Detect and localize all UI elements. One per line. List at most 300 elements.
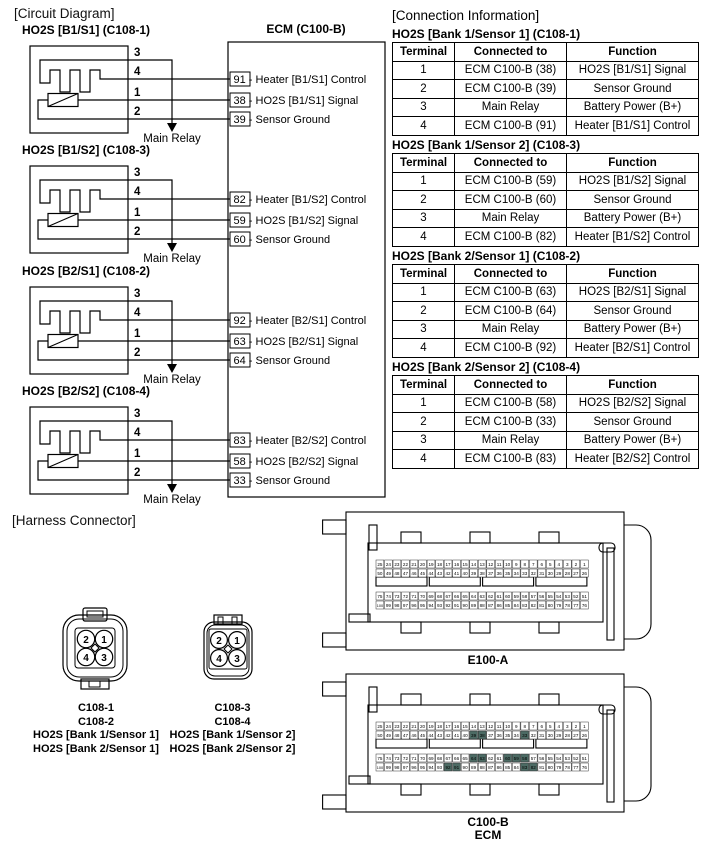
table-row <box>393 209 699 228</box>
table-cell: ECM C100-B (58) <box>455 394 567 413</box>
tab-bump <box>401 694 421 705</box>
pin-number: 84 <box>513 603 519 609</box>
pin-number: 78 <box>564 603 570 609</box>
pin-number: 46 <box>411 571 417 577</box>
pin-digit: 1 <box>234 636 240 647</box>
pin-number: 17 <box>445 562 451 568</box>
table-cell: 2 <box>393 413 455 432</box>
pin-2-label: 2 <box>134 226 141 238</box>
pin-number: 85 <box>505 603 511 609</box>
pin-number: 16 <box>454 724 460 730</box>
pin-number: 53 <box>564 594 570 600</box>
pin-number: 52 <box>573 756 579 762</box>
sensor-box <box>30 166 128 253</box>
pin-number: 15 <box>462 724 468 730</box>
circuit-group-1 <box>22 23 366 145</box>
pin-number: 76 <box>581 765 587 771</box>
pin-number: 39 <box>471 733 477 739</box>
latch-bar <box>349 776 370 784</box>
table-row <box>393 228 699 247</box>
connection-table-block <box>392 248 698 359</box>
pin-number: 80 <box>547 765 553 771</box>
pin-number: 20 <box>419 724 426 730</box>
pin-number: 58 <box>522 756 528 762</box>
pin-number: 65 <box>462 594 468 600</box>
tab-bump <box>470 784 490 795</box>
pin-digit: 2 <box>216 636 222 647</box>
pin-4-label: 4 <box>134 186 141 198</box>
pin-number: 100 <box>376 604 384 609</box>
pin-number: 96 <box>411 765 417 771</box>
pin-number: 54 <box>556 756 562 762</box>
pin-number: 99 <box>385 603 391 609</box>
pin-field <box>368 705 603 784</box>
pin-number: 47 <box>402 733 409 739</box>
pin-digit: 1 <box>101 635 107 646</box>
pin-number: 62 <box>488 756 494 762</box>
connection-table-block <box>392 137 698 248</box>
pin-digit: 3 <box>101 653 107 664</box>
table-row <box>393 98 699 117</box>
connector-label: HO2S [Bank 2/Sensor 1] <box>33 742 159 755</box>
pin-number: 36 <box>496 733 502 739</box>
key-slot <box>429 577 480 586</box>
column-header: Terminal <box>393 376 455 395</box>
table-cell: Sensor Ground <box>567 413 699 432</box>
pin-number: 81 <box>539 603 545 609</box>
pin-number: 31 <box>539 571 545 577</box>
pin-number: 59 <box>513 594 519 600</box>
pin-number: 92 <box>445 765 451 771</box>
pin-number: 88 <box>479 765 485 771</box>
pin-number: 98 <box>394 765 400 771</box>
table-cell: ECM C100-B (60) <box>455 191 567 210</box>
ecm-box <box>228 42 385 497</box>
ecm-connector-name: E100-A <box>467 653 509 667</box>
circuit-group-3 <box>22 264 366 386</box>
table-cell: Heater [B1/S1] Control <box>567 117 699 136</box>
pin-number: 52 <box>573 594 579 600</box>
pin-number: 95 <box>419 603 426 609</box>
column-header: Connected to <box>455 265 567 284</box>
pin-number: 86 <box>496 765 502 771</box>
pin-number: 29 <box>556 733 562 739</box>
tab-bump <box>470 532 490 543</box>
pin-number: 47 <box>402 571 409 577</box>
table-cell: 3 <box>393 320 455 339</box>
pin-number: 32 <box>530 571 536 577</box>
pin-number: 11 <box>496 724 502 730</box>
table-row <box>393 413 699 432</box>
pin-number: 90 <box>462 765 468 771</box>
tab-bump <box>401 622 421 633</box>
pin-number: 93 <box>436 603 443 609</box>
pin-number: 79 <box>556 765 562 771</box>
connection-info-section <box>392 8 698 470</box>
ecm-pin-label: 33 - Sensor Ground <box>233 475 331 487</box>
pin-number: 50 <box>377 733 383 739</box>
pin-number: 94 <box>428 603 434 609</box>
pin-3-label: 3 <box>134 408 141 420</box>
tab-bump <box>470 622 490 633</box>
left-stub <box>323 520 346 534</box>
table-cell: Battery Power (B+) <box>567 209 699 228</box>
pin-number: 77 <box>573 603 579 609</box>
table-cell: ECM C100-B (38) <box>455 61 567 80</box>
table-cell: ECM C100-B (92) <box>455 339 567 358</box>
key-slot <box>483 577 534 586</box>
table-cell: 1 <box>393 172 455 191</box>
ecm-pin-label: 82 - Heater [B1/S2] Control <box>233 194 367 206</box>
pin-number: 37 <box>488 571 494 577</box>
table-cell: HO2S [B2/S1] Signal <box>567 283 699 302</box>
table-cell: ECM C100-B (63) <box>455 283 567 302</box>
pin-2-label: 2 <box>134 106 141 118</box>
ecm-pin-label: 63 - HO2S [B2/S1] Signal <box>233 336 359 348</box>
pin-number: 45 <box>419 571 426 577</box>
pin-number: 11 <box>496 562 502 568</box>
pin-number: 19 <box>428 724 434 730</box>
latch-bar <box>607 710 614 802</box>
pin-number: 54 <box>556 594 562 600</box>
pin-3-label: 3 <box>134 47 141 59</box>
connection-table-title: HO2S [Bank 1/Sensor 2] (C108-3) <box>392 138 581 152</box>
pin-number: 71 <box>411 594 417 600</box>
pin-number: 25 <box>377 724 383 730</box>
pin-number: 84 <box>513 765 519 771</box>
ecm-pin-label: 83 - Heater [B2/S2] Control <box>233 435 367 447</box>
pin-number: 14 <box>471 724 477 730</box>
table-cell: 2 <box>393 302 455 321</box>
pin-2-label: 2 <box>134 347 141 359</box>
pin-number: 1 <box>583 562 586 568</box>
pin-number: 3 <box>566 562 569 568</box>
pin-number: 82 <box>530 765 536 771</box>
key-slot <box>376 577 427 586</box>
ecm-pin-label: 59 - HO2S [B1/S2] Signal <box>233 215 359 227</box>
table-cell: HO2S [B1/S1] Signal <box>567 61 699 80</box>
pin-number: 64 <box>471 594 477 600</box>
table-row <box>393 394 699 413</box>
table-row <box>393 431 699 450</box>
pin-number: 69 <box>428 594 434 600</box>
table-row <box>393 339 699 358</box>
pin-number: 30 <box>547 571 553 577</box>
ecm-pin-label: 39 - Sensor Ground <box>233 114 331 126</box>
latch-bar <box>607 548 614 640</box>
pin-number: 33 <box>522 571 528 577</box>
pin-number: 61 <box>496 756 502 762</box>
pin-number: 14 <box>471 562 477 568</box>
pin-number: 73 <box>394 756 400 762</box>
ecm-connector-drawing-c100-b <box>322 672 654 814</box>
pin-number: 28 <box>564 733 570 739</box>
table-row <box>393 283 699 302</box>
ecm-connector-drawing-e100-a <box>322 510 654 652</box>
pin-number: 97 <box>402 765 409 771</box>
pin-number: 96 <box>411 603 417 609</box>
pin-number: 34 <box>513 571 519 577</box>
tab-bump <box>401 784 421 795</box>
circuit-diagram <box>0 0 430 510</box>
pin-4-label: 4 <box>134 307 141 319</box>
pin-number: 12 <box>488 724 494 730</box>
connector-face-c108-1-2 <box>61 607 129 691</box>
pin-number: 89 <box>471 765 477 771</box>
pin-number: 16 <box>454 562 460 568</box>
pin-number: 44 <box>428 733 434 739</box>
pin-3-label: 3 <box>134 288 141 300</box>
pin-number: 81 <box>539 765 545 771</box>
pin-number: 39 <box>471 571 477 577</box>
column-header: Connected to <box>455 376 567 395</box>
sensing-element-slash <box>48 94 78 107</box>
pin-number: 15 <box>462 562 468 568</box>
table-row <box>393 61 699 80</box>
pin-number: 4 <box>557 724 561 730</box>
pin-number: 6 <box>540 724 544 730</box>
pin-number: 59 <box>513 756 519 762</box>
pin-number: 92 <box>445 603 451 609</box>
pin-number: 71 <box>411 756 417 762</box>
pin-number: 6 <box>540 562 544 568</box>
table-cell: HO2S [B1/S2] Signal <box>567 172 699 191</box>
pin-4-label: 4 <box>134 66 141 78</box>
pin-number: 65 <box>462 756 468 762</box>
table-row <box>393 450 699 469</box>
pin-number: 2 <box>574 562 578 568</box>
key-slot <box>429 739 480 748</box>
pin-number: 63 <box>479 756 485 762</box>
pin-number: 50 <box>377 571 383 577</box>
table-cell: Heater [B2/S2] Control <box>567 450 699 469</box>
pin-number: 27 <box>573 571 579 577</box>
pin-number: 49 <box>385 571 391 577</box>
column-header: Function <box>567 265 699 284</box>
table-cell: ECM C100-B (39) <box>455 80 567 99</box>
ecm-connector-name-block <box>322 816 654 842</box>
sensing-element-slash <box>48 455 78 468</box>
table-cell: 4 <box>393 339 455 358</box>
table-header-row <box>393 154 699 173</box>
table-cell: 1 <box>393 61 455 80</box>
pin-number: 32 <box>530 733 536 739</box>
table-row <box>393 320 699 339</box>
pin-digit: 4 <box>216 654 222 665</box>
pin-number: 44 <box>428 571 434 577</box>
connector-face-c108-3-4 <box>202 613 254 681</box>
table-cell: 3 <box>393 98 455 117</box>
pin-number: 79 <box>556 603 562 609</box>
pin-number: 94 <box>428 765 434 771</box>
pin-number: 67 <box>445 756 451 762</box>
column-header: Function <box>567 376 699 395</box>
pin-number: 22 <box>402 724 409 730</box>
pin-number: 43 <box>436 571 443 577</box>
pin-number: 21 <box>411 562 417 568</box>
key-slot <box>483 739 534 748</box>
connector-body <box>346 512 624 650</box>
pin-number: 28 <box>564 571 570 577</box>
pin-number: 41 <box>454 571 460 577</box>
connection-table-block <box>392 26 698 137</box>
ecm-connector-name: C100-B <box>467 815 509 829</box>
sensor-box <box>30 46 128 133</box>
pin-number: 13 <box>479 562 485 568</box>
pin-number: 61 <box>496 594 502 600</box>
main-relay-label: Main Relay <box>143 253 201 265</box>
pin-number: 41 <box>454 733 460 739</box>
pin-number: 80 <box>547 603 553 609</box>
pin-number: 38 <box>479 571 485 577</box>
pin-number: 69 <box>428 756 434 762</box>
pin-number: 17 <box>445 724 451 730</box>
connector-label: C108-2 <box>77 715 115 728</box>
pin-1-label: 1 <box>134 328 141 340</box>
column-header: Function <box>567 154 699 173</box>
table-cell: ECM C100-B (64) <box>455 302 567 321</box>
main-relay-label: Main Relay <box>143 494 201 506</box>
left-stub <box>323 682 346 696</box>
pin-number: 42 <box>445 733 451 739</box>
column-header: Terminal <box>393 43 455 62</box>
column-header: Connected to <box>455 43 567 62</box>
pin-number: 82 <box>530 603 536 609</box>
ecm-title: ECM (C100-B) <box>266 22 346 36</box>
pin-number: 89 <box>471 603 477 609</box>
connector-label: HO2S [Bank 1/Sensor 1] <box>33 729 159 741</box>
column-header: Connected to <box>455 154 567 173</box>
pin-number: 68 <box>436 756 443 762</box>
pin-number: 25 <box>377 562 383 568</box>
pin-number: 27 <box>573 733 579 739</box>
column-header: Terminal <box>393 154 455 173</box>
connection-table-title: HO2S [Bank 1/Sensor 1] (C108-1) <box>392 27 581 41</box>
relay-arrow-icon <box>167 243 177 252</box>
connection-table <box>392 264 699 358</box>
sensor-title: HO2S [B1/S2] (C108-3) <box>22 143 151 157</box>
tab-bump <box>539 694 559 705</box>
table-cell: Battery Power (B+) <box>567 320 699 339</box>
relay-arrow-icon <box>167 123 177 132</box>
ecm-pin-label: 58 - HO2S [B2/S2] Signal <box>233 456 359 468</box>
pin-number: 35 <box>505 571 511 577</box>
main-relay-label: Main Relay <box>143 374 201 386</box>
pin-number: 9 <box>514 724 518 730</box>
tab-bump <box>401 532 421 543</box>
pin-number: 83 <box>522 603 528 609</box>
connector-label: C108-3 <box>214 702 251 714</box>
connection-table-block <box>392 359 698 470</box>
latch-bar <box>369 525 377 550</box>
pin-digit: 2 <box>83 635 89 646</box>
pin-number: 35 <box>505 733 511 739</box>
pin-number: 5 <box>549 562 552 568</box>
pin-number: 74 <box>385 594 391 600</box>
table-cell: Main Relay <box>455 431 567 450</box>
pin-number: 68 <box>436 594 443 600</box>
latch-bar <box>369 687 377 712</box>
pin-number: 88 <box>479 603 485 609</box>
pin-number: 3 <box>566 724 569 730</box>
pin-field <box>368 543 603 622</box>
ecm-connector-sublabel: ECM <box>474 828 502 842</box>
connector-label: C108-4 <box>214 715 251 728</box>
harness-connector-section-title: [Harness Connector] <box>12 513 136 528</box>
ecm-pin-label: 38 - HO2S [B1/S1] Signal <box>233 95 359 107</box>
pin-number: 72 <box>402 594 409 600</box>
pin-number: 56 <box>539 594 545 600</box>
ecm-pin-label: 64 - Sensor Ground <box>233 355 331 367</box>
left-stub <box>323 795 346 809</box>
circuit-group-4 <box>22 384 366 506</box>
table-cell: ECM C100-B (82) <box>455 228 567 247</box>
pin-number: 33 <box>522 733 528 739</box>
table-cell: Sensor Ground <box>567 80 699 99</box>
table-cell: 1 <box>393 394 455 413</box>
table-header-row <box>393 43 699 62</box>
pin-number: 34 <box>513 733 519 739</box>
pin-number: 73 <box>394 594 400 600</box>
pin-number: 5 <box>549 724 552 730</box>
key-slot <box>376 739 427 748</box>
pin-number: 40 <box>462 733 468 739</box>
pin-number: 24 <box>385 562 391 568</box>
table-header-row <box>393 376 699 395</box>
connector-labels-c108-3-4 <box>160 702 305 756</box>
pin-number: 66 <box>454 594 460 600</box>
table-cell: 2 <box>393 191 455 210</box>
pin-number: 23 <box>394 724 400 730</box>
pin-number: 83 <box>522 765 528 771</box>
pin-number: 57 <box>530 756 536 762</box>
pin-number: 55 <box>547 594 553 600</box>
pin-number: 75 <box>377 594 383 600</box>
main-relay-label: Main Relay <box>143 133 201 145</box>
table-cell: ECM C100-B (33) <box>455 413 567 432</box>
table-cell: ECM C100-B (83) <box>455 450 567 469</box>
pin-number: 10 <box>505 724 511 730</box>
circuit-diagram-section-title: [Circuit Diagram] <box>14 6 115 21</box>
pin-number: 56 <box>539 756 545 762</box>
pin-number: 2 <box>574 724 578 730</box>
connection-table <box>392 42 699 136</box>
pin-digit: 4 <box>83 653 89 664</box>
table-cell: Sensor Ground <box>567 191 699 210</box>
pin-4-label: 4 <box>134 427 141 439</box>
table-cell: Heater [B2/S1] Control <box>567 339 699 358</box>
left-stub <box>323 633 346 647</box>
connector-label: HO2S [Bank 2/Sensor 2] <box>169 742 296 755</box>
pin-number: 70 <box>419 594 426 600</box>
pin-number: 21 <box>411 724 417 730</box>
table-row <box>393 117 699 136</box>
pin-number: 48 <box>394 733 400 739</box>
relay-arrow-icon <box>167 484 177 493</box>
pin-number: 53 <box>564 756 570 762</box>
pin-number: 60 <box>505 756 511 762</box>
pin-number: 64 <box>471 756 477 762</box>
pin-number: 22 <box>402 562 409 568</box>
pin-number: 8 <box>523 724 527 730</box>
pin-1-label: 1 <box>134 87 141 99</box>
pin-number: 91 <box>454 603 460 609</box>
connection-table <box>392 375 699 469</box>
table-cell: ECM C100-B (91) <box>455 117 567 136</box>
pin-number: 7 <box>531 724 535 730</box>
pin-number: 86 <box>496 603 502 609</box>
pin-number: 95 <box>419 765 426 771</box>
